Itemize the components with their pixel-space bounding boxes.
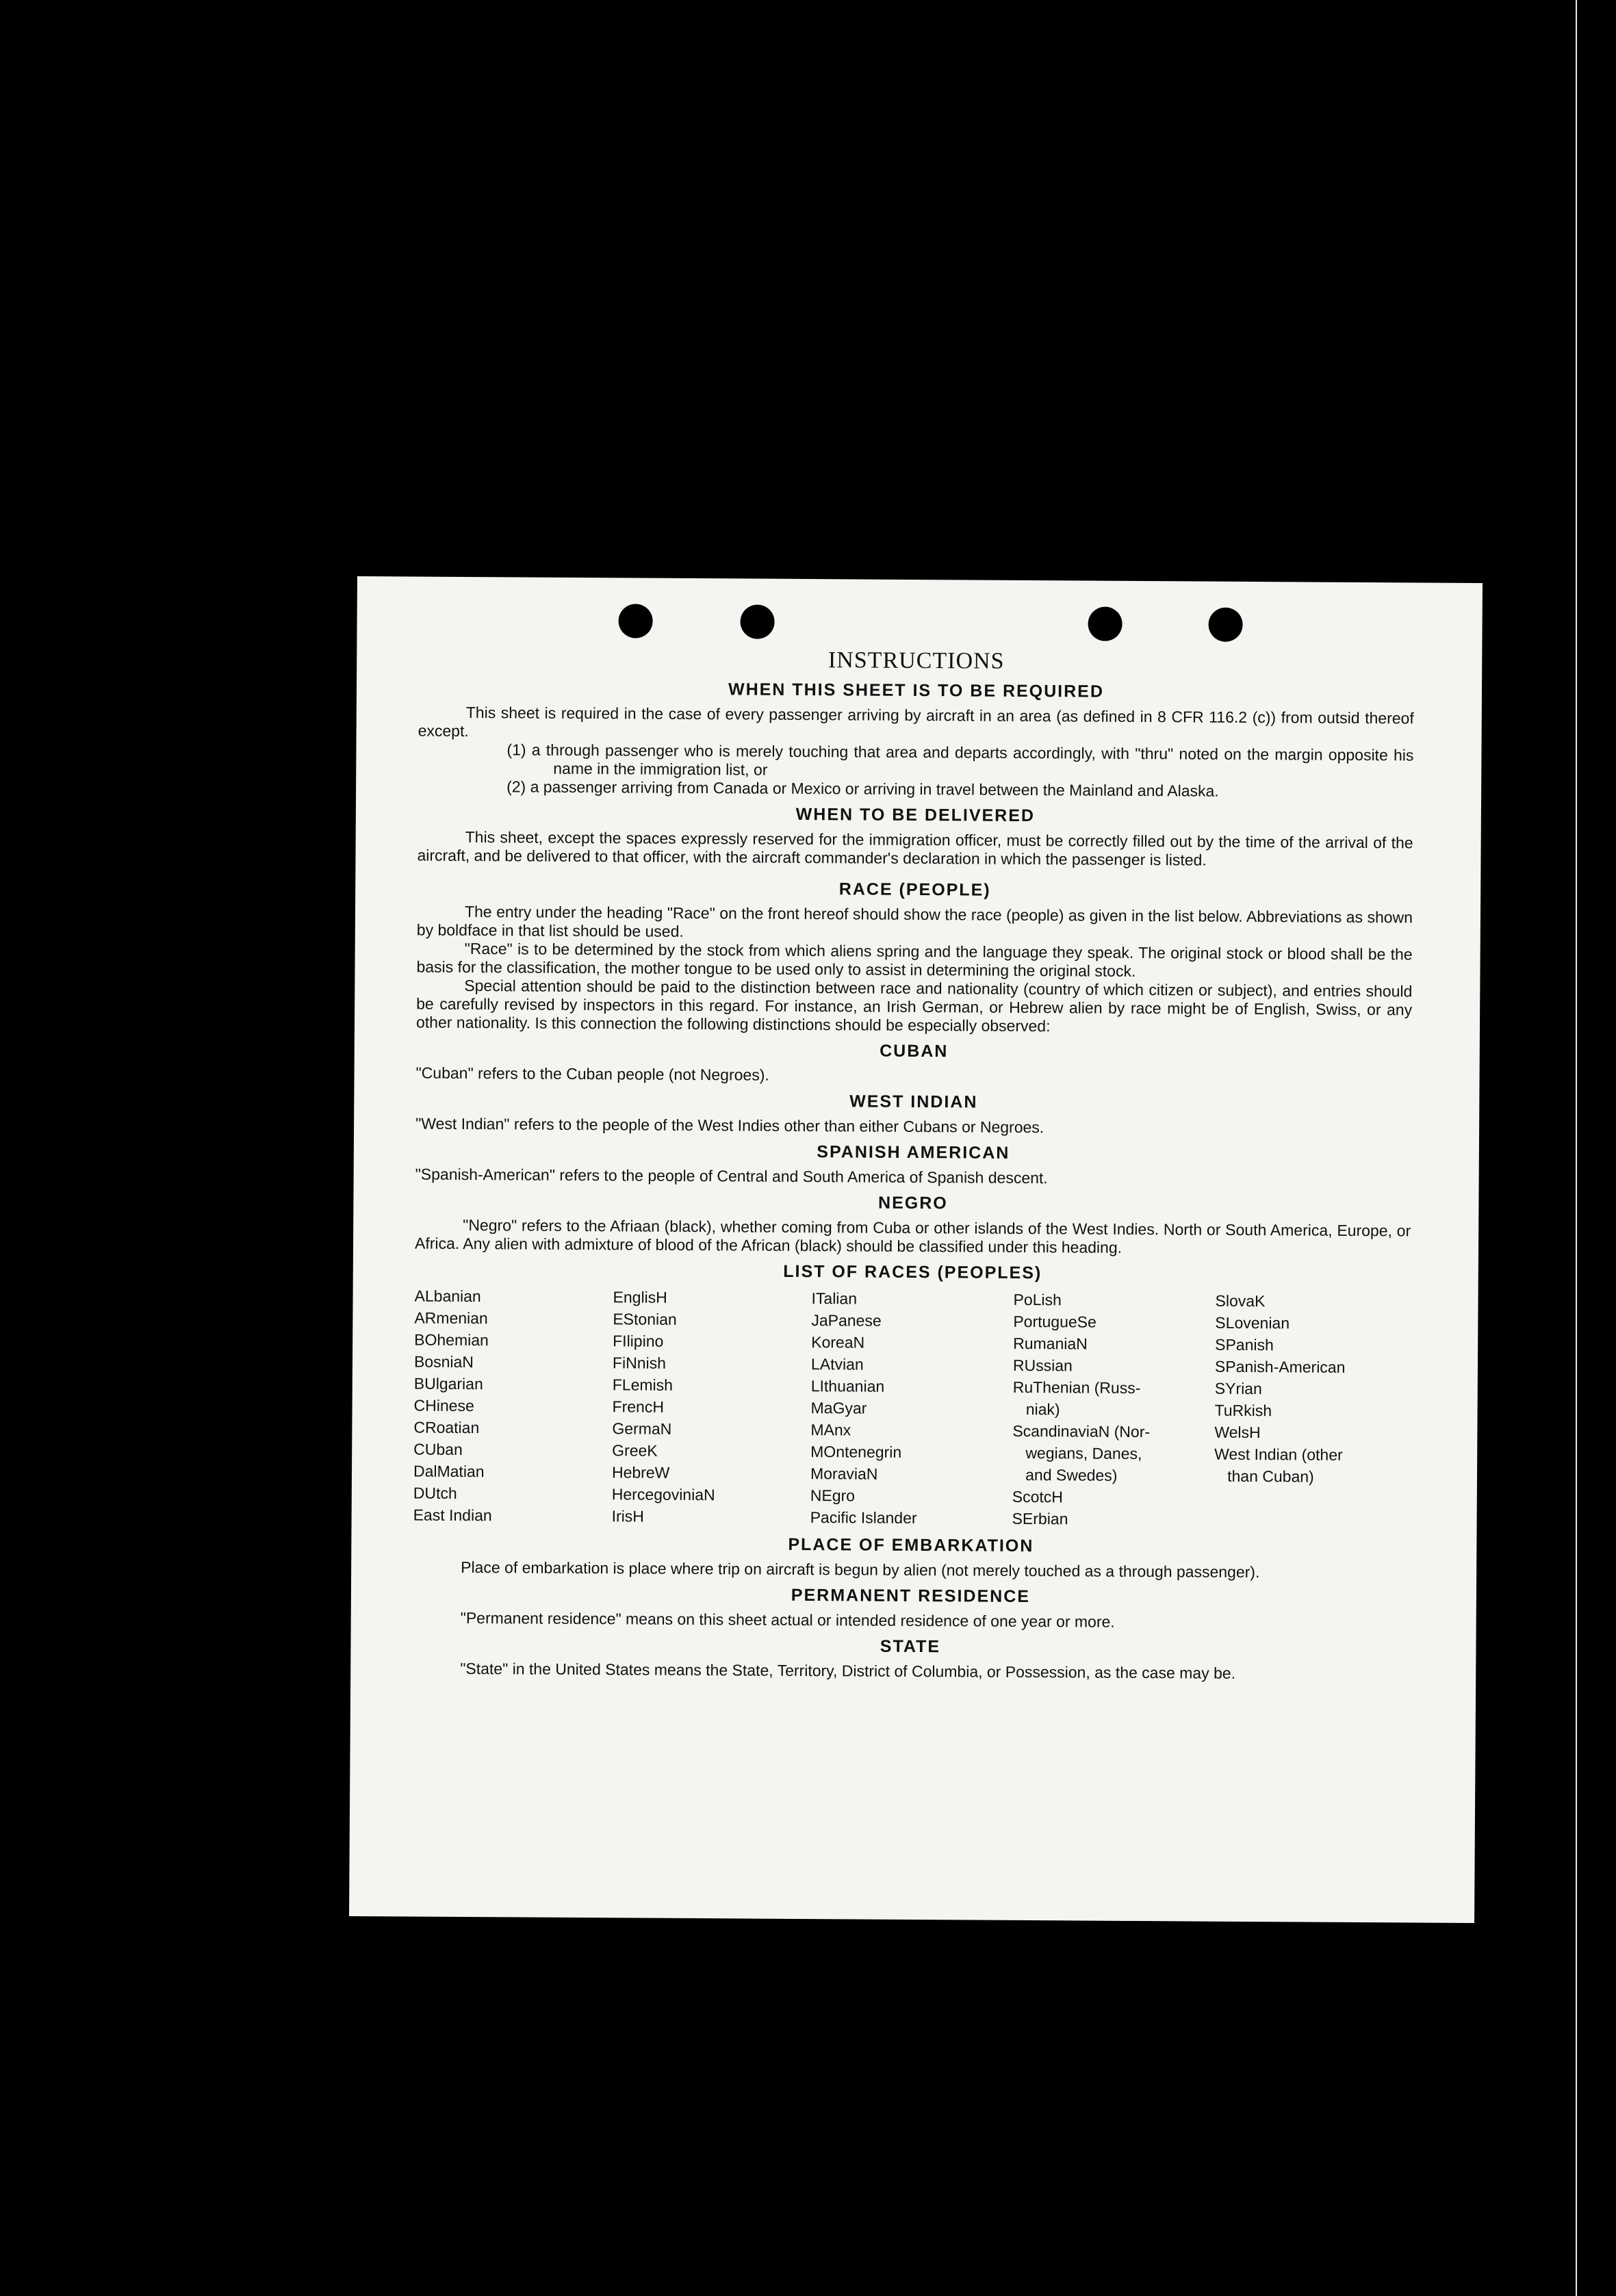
sheet-content [412,645,1414,1684]
page-title: INSTRUCTIONS [828,647,1005,674]
race-entry: ARmenian [414,1308,488,1328]
race-entry: DalMatian [413,1462,485,1481]
paragraph: "Negro" refers to the Afriaan (black), whether coming from Cuba or other islands of the West Indies. North or South America, Europe, or Africa. Any alien with admixture of blood of the African (black) should be classified under this heading. [414,1215,1411,1256]
paragraph: "Cuban" refers to the Cuban people (not Negroes). [415,1063,769,1084]
races-column [612,1286,812,1528]
paragraph: This sheet, except the spaces expressly reserved for the immigration officer, must be correctly filled out by the time of the arrival of the aircraft, and be delivered to that officer, with the aircraft commander's declaration in which the passenger is listed. [417,827,1413,869]
race-entry: Pacific Islander [810,1508,917,1527]
paragraph: Special attention should be paid to the distinction between race and nationality (country of which citizen or subject), and entries should be carefully revised by inspectors in this regard. For instance, an Irish German, or Hebrew alien by race might be of English, Swiss, or any other nationality. Is this connection the following distinctions should be especially observed: [415,976,1413,1035]
section-heading: CUBAN [880,1041,949,1061]
race-entry: TuRkish [1214,1401,1272,1420]
race-entry: RumaniaN [1013,1334,1088,1353]
races-table [413,1285,1411,1532]
race-entry: BOhemian [414,1330,489,1350]
paragraph: "Permanent residence" means on this sheet actual or intended residence of one year or more. [460,1608,1115,1631]
race-entry: WelsH [1214,1423,1261,1442]
race-entry: SPanish-American [1214,1357,1346,1376]
instruction-sheet [349,576,1483,1923]
race-entry: HebreW [611,1463,670,1482]
race-entry: JaPanese [811,1311,882,1330]
race-entry: EnglisH [613,1288,667,1306]
paragraph: Place of embarkation is place where trip on aircraft is begun by alien (not merely touched as a through passenger). [461,1558,1260,1582]
race-entry: RuThenian (Russ- [1012,1378,1141,1397]
race-entry: MOntenegrin [810,1443,902,1461]
paragraph: "Spanish-American" refers to the people of Central and South America of Spanish descent. [415,1165,1048,1187]
race-entry: FIlipino [613,1332,664,1350]
race-entry: FrencH [612,1397,665,1416]
race-entry: East Indian [413,1506,492,1525]
race-entry: CRoatian [413,1418,480,1437]
race-entry: and Swedes) [1012,1465,1118,1484]
section-heading: WHEN THIS SHEET IS TO BE REQUIRED [728,680,1105,701]
race-entry: EStonian [613,1310,677,1328]
race-entry: MoraviaN [810,1465,878,1483]
list-item: (2) a passenger arriving from Canada or Mexico or arriving in travel between the Mainland and Alaska. [506,777,1219,800]
races-column [413,1285,613,1527]
race-entry: FLemish [612,1376,674,1394]
paragraph: "State" in the United States means the State, Territory, District of Columbia, or Possession, as the case may be. [460,1659,1236,1682]
section-heading: RACE (PEOPLE) [838,879,991,900]
punch-hole [618,604,652,638]
section-heading: PLACE OF EMBARKATION [788,1534,1034,1556]
race-entry: BUlgarian [413,1374,483,1393]
paragraph: The entry under the heading "Race" on the front hereof should show the race (people) as given in the list below. Abbreviations as shown by boldface in that list should be used. [416,902,1413,940]
race-entry: CHinese [413,1396,474,1415]
race-entry: PoLish [1013,1290,1062,1309]
race-entry: LAtvian [810,1355,864,1373]
race-entry: LIthuanian [810,1377,885,1395]
punch-hole [1088,607,1122,641]
race-entry: MAnx [810,1421,851,1439]
race-entry: niak) [1012,1399,1060,1419]
race-entry: SlovaK [1215,1291,1266,1311]
races-column [1214,1290,1411,1532]
section-heading: WHEN TO BE DELIVERED [795,804,1036,826]
race-entry: than Cuban) [1214,1467,1314,1486]
race-entry: West Indian (other [1214,1445,1343,1464]
list-item: (1) a through passenger who is merely touching that area and departs accordingly, with "thru" noted on the margin opposite his name in the immigration list, or [506,740,1414,779]
section-heading: STATE [880,1636,941,1657]
races-column [1012,1289,1216,1531]
paragraph: This sheet is required in the case of every passenger arriving by aircraft in an area (as defined in 8 CFR 116.2 (c)) from outsid thereof except. [418,703,1414,740]
race-entry: SPanish [1215,1335,1274,1354]
section-heading: PERMANENT RESIDENCE [791,1585,1031,1607]
race-entry: HercegoviniaN [611,1485,715,1504]
race-entry: GermaN [612,1419,672,1438]
race-entry: KoreaN [811,1333,865,1352]
paragraph: "West Indian" refers to the people of the West Indies other than either Cubans or Negroes. [415,1114,1044,1137]
race-entry: GreeK [612,1441,658,1460]
race-entry: RUssian [1012,1356,1073,1375]
race-entry: DUtch [413,1484,457,1502]
race-entry: ScandinaviaN (Nor- [1012,1421,1151,1441]
race-entry: IrisH [611,1507,644,1525]
punch-hole [740,604,774,639]
race-entry: SLovenian [1215,1313,1290,1332]
race-entry: MaGyar [810,1399,867,1417]
film-edge [1576,0,1577,2296]
section-heading: SPANISH AMERICAN [817,1142,1010,1163]
race-entry: SYrian [1214,1379,1262,1398]
race-entry: FiNnish [612,1354,667,1372]
race-entry: ALbanian [414,1287,481,1306]
races-heading: LIST OF RACES (PEOPLES) [783,1261,1042,1283]
race-entry: ScotcH [1012,1487,1064,1506]
race-entry: PortugueSe [1013,1312,1096,1331]
race-entry: SErbian [1012,1509,1068,1528]
section-heading: NEGRO [877,1193,948,1213]
races-column [810,1287,1014,1530]
race-entry: BosniaN [413,1352,474,1371]
race-entry: CUban [413,1440,463,1458]
section-heading: WEST INDIAN [849,1092,978,1112]
paragraph: "Race" is to be determined by the stock from which aliens spring and the language they speak. The original stock or blood shall be the basis for the classification, the mother tongue to be used only to assist in determining the original stock. [416,939,1413,980]
race-entry: wegians, Danes, [1012,1443,1142,1463]
race-entry: ITalian [811,1289,858,1308]
punch-hole [1208,608,1242,642]
race-entry: NEgro [810,1486,856,1505]
